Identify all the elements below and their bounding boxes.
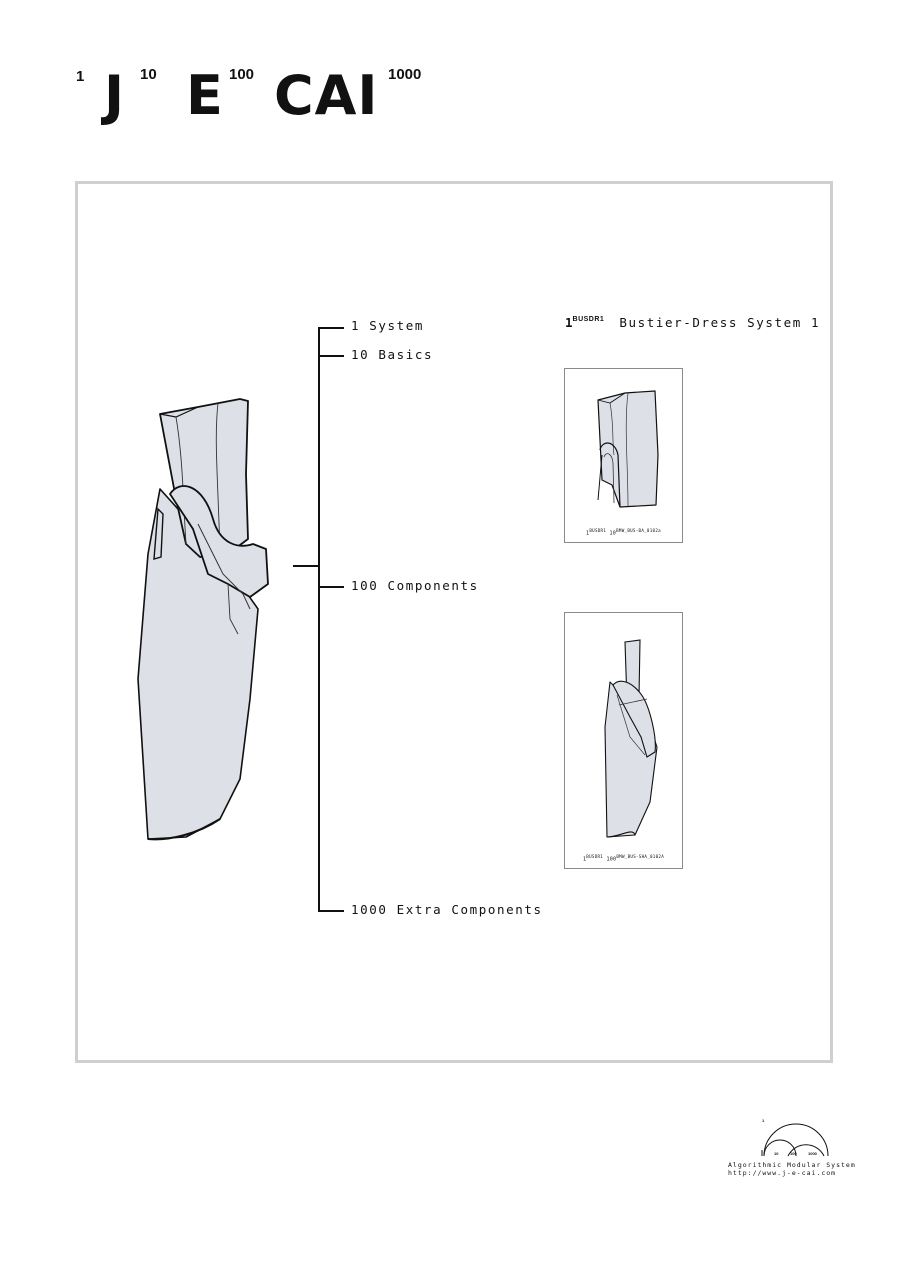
logo-letters-cai: CAI (274, 64, 379, 127)
footer-tagline: Algorithmic Modular System (728, 1161, 856, 1169)
logo-sup-1: 1 (76, 68, 85, 85)
caption-code: BUSDR1 (586, 854, 604, 860)
tree-branch-extra (318, 910, 344, 912)
caption-num: 10 (609, 531, 617, 537)
content-frame (75, 181, 833, 1063)
system-title-name: Bustier-Dress System 1 (619, 315, 821, 330)
caption-prefix: 1 (586, 531, 590, 537)
bustier-thumbnail (590, 385, 665, 510)
tree-branch-system (318, 327, 344, 329)
caption-code: BUSDR1 (589, 528, 607, 534)
footer-mark-100: 100 (790, 1151, 797, 1156)
component-card[interactable] (564, 612, 683, 869)
system-title-prefix: 1 (565, 315, 573, 330)
logo-letter-e: E (186, 64, 224, 127)
basic-card-caption (565, 528, 682, 537)
caption-ref: BMW_BUS-BA_0102a (616, 528, 661, 534)
component-card-caption (565, 854, 682, 863)
caption-num: 100 (606, 857, 617, 863)
footer-mark-1: 1 (762, 1118, 765, 1123)
tree-branch-components (318, 586, 344, 588)
footer-mark-1000: 1000 (808, 1151, 817, 1156)
tree-label-basics: 10 Basics (351, 347, 434, 362)
footer-mark-10: 10 (774, 1151, 779, 1156)
basic-card[interactable] (564, 368, 683, 543)
garment-illustration (128, 379, 288, 849)
tree-label-components: 100 Components (351, 578, 479, 593)
system-title (565, 312, 820, 331)
logo-sup-1000: 1000 (388, 66, 422, 83)
system-title-code: BUSDR1 (572, 316, 605, 323)
tree-connector-horizontal (293, 565, 319, 567)
logo-letter-j: J (104, 64, 126, 127)
logo-sup-100: 100 (229, 66, 255, 83)
tree-spine (318, 327, 320, 912)
footer-logo (728, 1118, 856, 1188)
caption-ref: BMW_BUS-SHA_0102A (616, 854, 665, 860)
tree-branch-basics (318, 355, 344, 357)
logo-sup-10: 10 (140, 66, 157, 83)
tree-label-system: 1 System (351, 318, 425, 333)
drape-thumbnail (595, 637, 665, 847)
caption-prefix: 1 (582, 857, 587, 863)
footer-url[interactable]: http://www.j-e-cai.com (728, 1169, 837, 1177)
tree-label-extra: 1000 Extra Components (351, 902, 543, 917)
